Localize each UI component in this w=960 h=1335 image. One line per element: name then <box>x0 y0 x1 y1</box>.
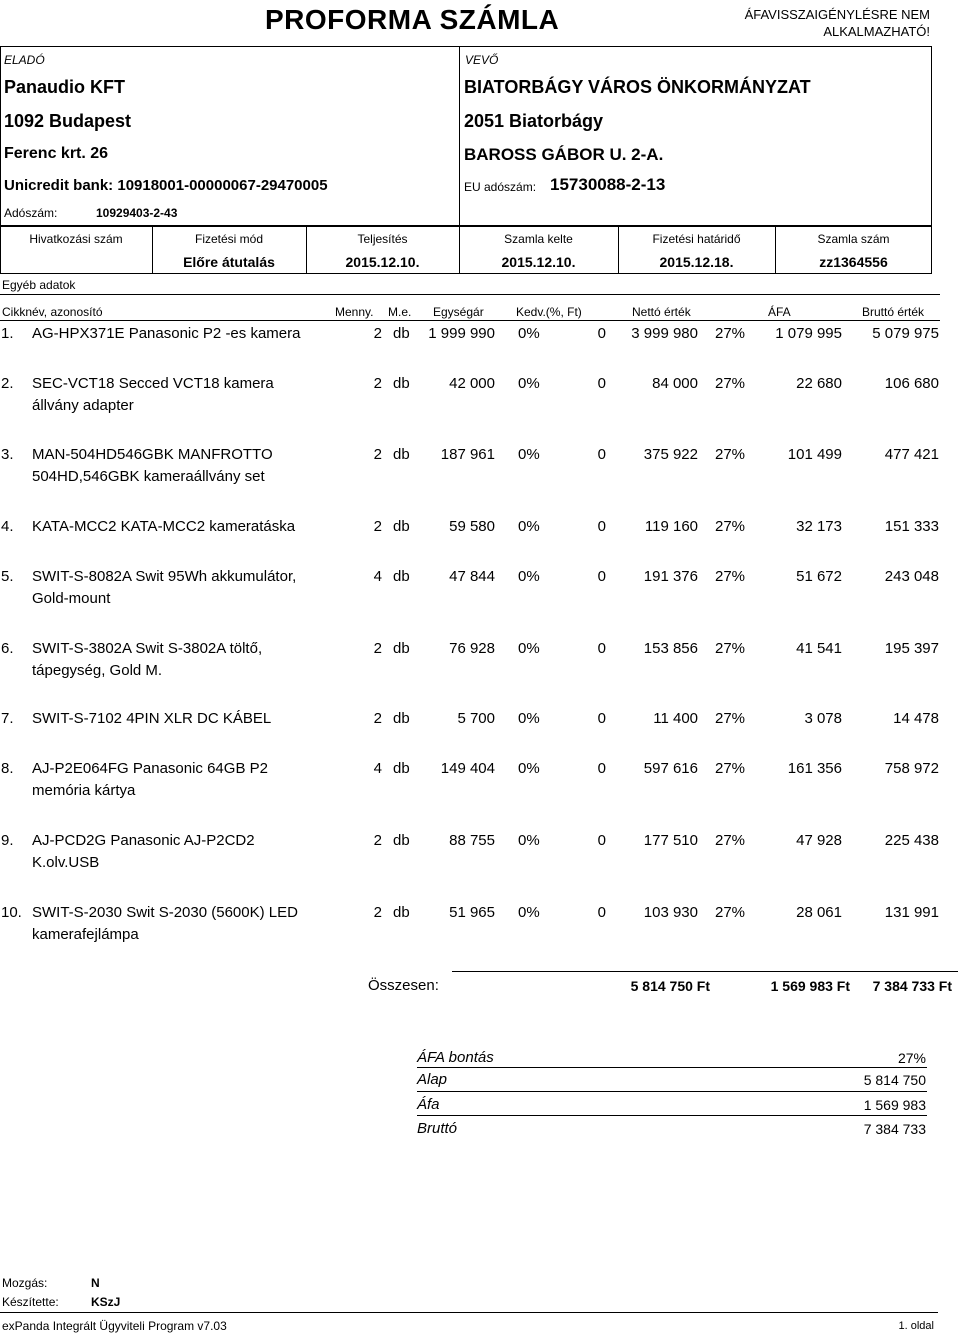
col-header-item: Cikknév, azonosító <box>2 305 103 319</box>
item-vat-pct: 27% <box>715 446 746 463</box>
item-vat: 161 356 <box>787 760 842 777</box>
item-net: 597 616 <box>643 760 698 777</box>
seller-city: 1092 Budapest <box>4 111 132 131</box>
item-vat-pct: 27% <box>715 904 746 921</box>
item-gross: 243 048 <box>884 568 939 585</box>
info-header-invoice-date: Szamla kelte <box>504 232 573 246</box>
item-unit: db <box>393 446 410 463</box>
seller-name: Panaudio KFT <box>4 77 125 97</box>
item-net: 84 000 <box>652 375 698 392</box>
item-qty: 2 <box>373 446 382 463</box>
item-name: 504HD,546GBK kameraállvány set <box>32 468 265 485</box>
item-vat-pct: 27% <box>715 375 746 392</box>
item-name: MAN-504HD546GBK MANFROTTO <box>32 446 273 463</box>
parties-divider <box>459 46 460 226</box>
vat-breakdown-rule <box>417 1067 927 1068</box>
item-number: 7. <box>1 710 14 727</box>
vat-breakdown-title: ÁFA bontás <box>417 1049 494 1066</box>
item-disc-pct: 0% <box>518 760 540 777</box>
item-vat-pct: 27% <box>715 640 746 657</box>
totals-vat: 1 569 983 Ft <box>770 978 850 994</box>
item-name: SWIT-S-3802A Swit S-3802A töltő, <box>32 640 263 657</box>
item-vat-pct: 27% <box>715 325 746 342</box>
info-value-fulfillment: 2015.12.10. <box>345 254 420 270</box>
item-net: 375 922 <box>643 446 698 463</box>
item-vat-pct: 27% <box>715 568 746 585</box>
vat-base-value: 5 814 750 <box>863 1072 926 1088</box>
col-header-unit: M.e. <box>388 305 412 319</box>
item-disc-pct: 0% <box>518 568 540 585</box>
item-gross: 5 079 975 <box>872 325 939 342</box>
footer-rule <box>0 1312 938 1313</box>
item-disc-pct: 0% <box>518 325 540 342</box>
item-qty: 2 <box>373 904 382 921</box>
col-header-vat: ÁFA <box>768 305 791 319</box>
vat-notice-line2: ALKALMAZHATÓ! <box>823 24 930 39</box>
item-vat: 51 672 <box>796 568 842 585</box>
col-header-net: Nettó érték <box>632 305 691 319</box>
item-vat: 47 928 <box>796 832 842 849</box>
item-qty: 2 <box>373 832 382 849</box>
info-value-invoice-number: zz1364556 <box>819 254 888 270</box>
item-price: 5 700 <box>457 710 495 727</box>
vat-breakdown-rule <box>417 1115 927 1116</box>
item-unit: db <box>393 640 410 657</box>
item-disc-ft: 0 <box>597 640 606 657</box>
info-header-reference: Hivatkozási szám <box>29 232 123 246</box>
buyer-label: VEVŐ <box>465 53 499 67</box>
page-number: 1. oldal <box>898 1320 934 1332</box>
item-vat-pct: 27% <box>715 760 746 777</box>
item-name: kamerafejlámpa <box>32 926 139 943</box>
item-name: memória kártya <box>32 782 136 799</box>
seller-label: ELADÓ <box>4 53 45 67</box>
item-name: SWIT-S-2030 Swit S-2030 (5600K) LED <box>32 904 298 921</box>
vat-gross-label: Bruttó <box>417 1120 458 1137</box>
info-value-due-date: 2015.12.18. <box>659 254 734 270</box>
item-name: AJ-P2E064FG Panasonic 64GB P2 <box>32 760 268 777</box>
movement-label: Mozgás: <box>2 1276 48 1290</box>
other-data-rule <box>0 294 940 295</box>
info-value-payment: Előre átutalás <box>183 254 275 270</box>
buyer-name: BIATORBÁGY VÁROS ÖNKORMÁNYZAT <box>464 77 811 97</box>
item-gross: 14 478 <box>893 710 939 727</box>
item-disc-ft: 0 <box>597 760 606 777</box>
item-unit: db <box>393 904 410 921</box>
item-disc-pct: 0% <box>518 640 540 657</box>
item-number: 6. <box>1 640 14 657</box>
vat-gross-value: 7 384 733 <box>863 1121 926 1137</box>
totals-label: Összesen: <box>368 977 439 994</box>
vat-breakdown-rate: 27% <box>897 1050 926 1066</box>
vat-notice-line1: ÁFAVISSZAIGÉNYLÉSRE NEM <box>744 7 930 22</box>
item-disc-pct: 0% <box>518 446 540 463</box>
item-net: 153 856 <box>643 640 698 657</box>
item-disc-ft: 0 <box>597 325 606 342</box>
item-net: 177 510 <box>643 832 698 849</box>
seller-street: Ferenc krt. 26 <box>4 145 109 162</box>
item-name: Gold-mount <box>32 590 111 607</box>
item-vat: 101 499 <box>787 446 842 463</box>
parties-box <box>0 46 932 226</box>
item-unit: db <box>393 325 410 342</box>
seller-tax-number: 10929403-2-43 <box>96 206 178 220</box>
item-disc-ft: 0 <box>597 904 606 921</box>
item-number: 4. <box>1 518 14 535</box>
item-gross: 151 333 <box>884 518 939 535</box>
item-vat: 22 680 <box>796 375 842 392</box>
item-name: állvány adapter <box>32 397 134 414</box>
item-qty: 4 <box>373 760 382 777</box>
col-header-price: Egységár <box>433 305 484 319</box>
item-number: 3. <box>1 446 14 463</box>
vat-amount-label: Áfa <box>417 1096 440 1113</box>
item-net: 191 376 <box>643 568 698 585</box>
item-vat: 1 079 995 <box>775 325 842 342</box>
item-number: 5. <box>1 568 14 585</box>
item-disc-pct: 0% <box>518 904 540 921</box>
item-name: AG-HPX371E Panasonic P2 -es kamera <box>32 325 301 342</box>
item-name: SEC-VCT18 Secced VCT18 kamera <box>32 375 274 392</box>
item-disc-ft: 0 <box>597 375 606 392</box>
item-price: 187 961 <box>440 446 495 463</box>
item-net: 3 999 980 <box>631 325 698 342</box>
item-gross: 195 397 <box>884 640 939 657</box>
info-header-due-date: Fizetési határidő <box>652 232 741 246</box>
totals-gross: 7 384 733 Ft <box>872 978 952 994</box>
item-qty: 4 <box>373 568 382 585</box>
vat-amount-value: 1 569 983 <box>863 1097 926 1113</box>
item-unit: db <box>393 832 410 849</box>
item-gross: 758 972 <box>884 760 939 777</box>
item-number: 9. <box>1 832 14 849</box>
item-qty: 2 <box>373 375 382 392</box>
item-vat: 28 061 <box>796 904 842 921</box>
item-gross: 131 991 <box>884 904 939 921</box>
item-qty: 2 <box>373 518 382 535</box>
document-title: PROFORMA SZÁMLA <box>265 4 560 35</box>
item-name: SWIT-S-8082A Swit 95Wh akkumulátor, <box>32 568 297 585</box>
info-header-payment: Fizetési mód <box>194 232 264 246</box>
item-vat-pct: 27% <box>715 710 746 727</box>
item-number: 2. <box>1 375 14 392</box>
item-disc-ft: 0 <box>597 446 606 463</box>
item-name: AJ-PCD2G Panasonic AJ-P2CD2 <box>32 832 255 849</box>
item-number: 10. <box>1 904 22 921</box>
vat-breakdown-rule <box>417 1091 927 1092</box>
item-disc-pct: 0% <box>518 832 540 849</box>
item-disc-ft: 0 <box>597 518 606 535</box>
item-net: 11 400 <box>653 710 698 727</box>
item-gross: 225 438 <box>884 832 939 849</box>
item-unit: db <box>393 568 410 585</box>
buyer-street: BAROSS GÁBOR U. 2-A. <box>464 145 664 164</box>
item-name: K.olv.USB <box>32 854 100 871</box>
item-name: SWIT-S-7102 4PIN XLR DC KÁBEL <box>32 710 272 727</box>
author-label: Készítette: <box>2 1295 59 1309</box>
item-vat-pct: 27% <box>715 518 746 535</box>
vat-base-label: Alap <box>417 1071 448 1088</box>
movement-value: N <box>91 1276 100 1290</box>
item-price: 149 404 <box>440 760 495 777</box>
item-vat: 32 173 <box>796 518 842 535</box>
item-gross: 106 680 <box>884 375 939 392</box>
item-vat-pct: 27% <box>715 832 746 849</box>
col-header-rule <box>0 320 940 321</box>
item-disc-pct: 0% <box>518 710 540 727</box>
seller-tax-label: Adószám: <box>4 206 58 220</box>
item-price: 42 000 <box>449 375 495 392</box>
info-header-fulfillment: Teljesítés <box>357 232 408 246</box>
item-price: 88 755 <box>449 832 495 849</box>
buyer-city: 2051 Biatorbágy <box>464 111 604 131</box>
item-number: 1. <box>1 325 14 342</box>
totals-rule <box>452 971 958 972</box>
item-price: 47 844 <box>449 568 495 585</box>
other-data-label: Egyéb adatok <box>2 278 76 292</box>
item-disc-ft: 0 <box>597 710 606 727</box>
item-unit: db <box>393 518 410 535</box>
buyer-eu-tax-number: 15730088-2-13 <box>550 175 666 194</box>
item-name: KATA-MCC2 KATA-MCC2 kameratáska <box>32 518 296 535</box>
author-value: KSzJ <box>91 1295 121 1309</box>
seller-bank: Unicredit bank: 10918001-00000067-29470005 <box>4 177 328 194</box>
item-vat: 41 541 <box>796 640 842 657</box>
item-net: 119 160 <box>644 518 698 535</box>
item-qty: 2 <box>373 640 382 657</box>
item-disc-pct: 0% <box>518 375 540 392</box>
item-price: 59 580 <box>449 518 495 535</box>
totals-net: 5 814 750 Ft <box>630 978 710 994</box>
info-value-invoice-date: 2015.12.10. <box>501 254 576 270</box>
item-name: tápegység, Gold M. <box>32 662 163 679</box>
col-header-discount: Kedv.(%, Ft) <box>516 305 582 319</box>
col-header-qty: Menny. <box>335 305 374 319</box>
item-qty: 2 <box>373 325 382 342</box>
item-disc-ft: 0 <box>597 832 606 849</box>
item-unit: db <box>393 375 410 392</box>
item-number: 8. <box>1 760 14 777</box>
item-unit: db <box>393 760 410 777</box>
item-price: 76 928 <box>449 640 495 657</box>
vat-notice <box>745 6 930 40</box>
item-disc-pct: 0% <box>518 518 540 535</box>
item-price: 1 999 990 <box>428 325 495 342</box>
item-gross: 477 421 <box>884 446 939 463</box>
item-price: 51 965 <box>449 904 495 921</box>
col-header-gross: Bruttó érték <box>862 305 925 319</box>
item-net: 103 930 <box>643 904 698 921</box>
item-vat: 3 078 <box>804 710 842 727</box>
item-qty: 2 <box>373 710 382 727</box>
item-unit: db <box>393 710 410 727</box>
item-disc-ft: 0 <box>597 568 606 585</box>
buyer-eu-tax-label: EU adószám: <box>464 180 537 194</box>
program-name: exPanda Integrált Ügyviteli Program v7.03 <box>2 1319 227 1333</box>
info-header-invoice-number: Szamla szám <box>817 232 890 246</box>
